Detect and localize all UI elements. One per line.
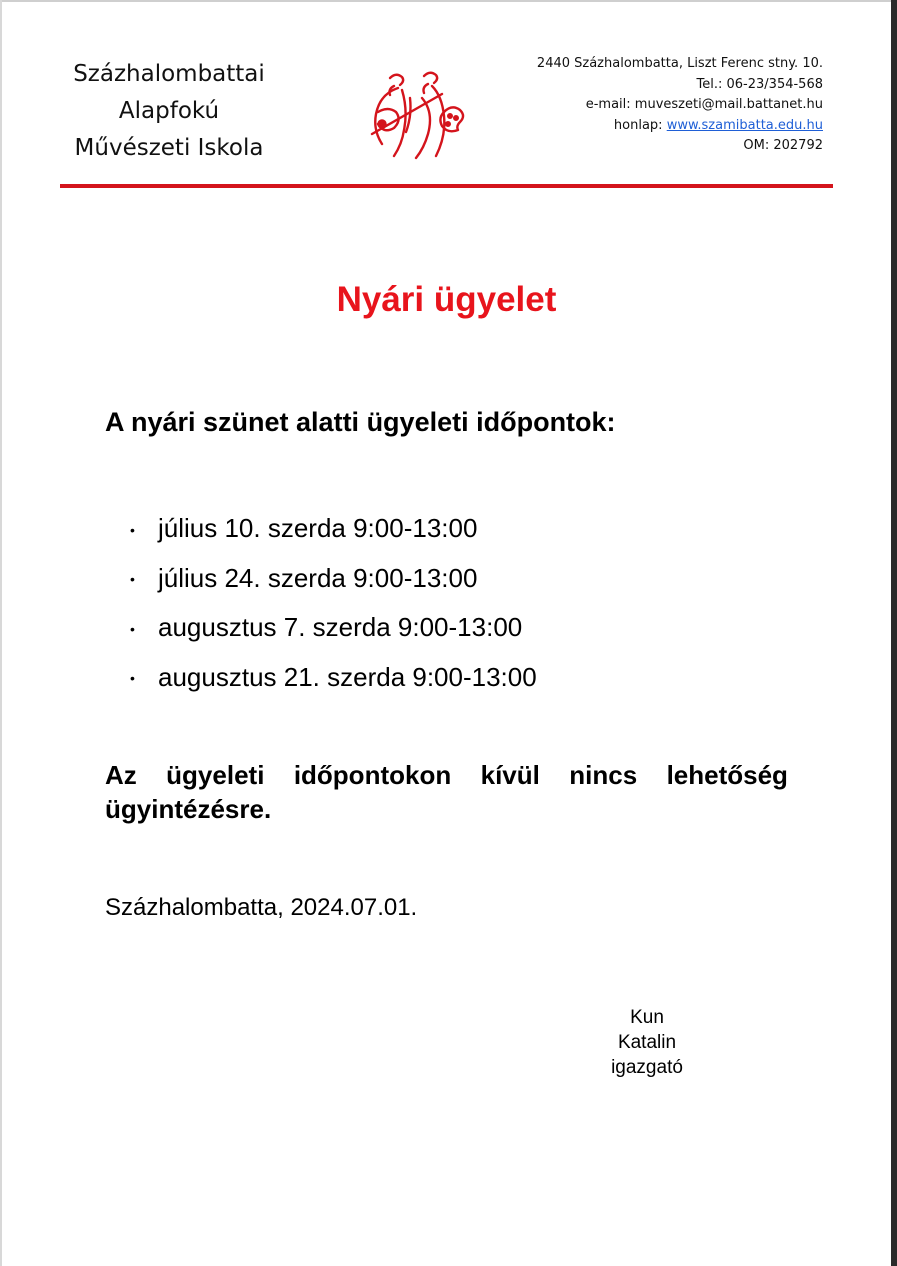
school-name-line-2: Alapfokú (118, 98, 220, 124)
email: e-mail: muveszeti@mail.battanet.hu (585, 97, 823, 112)
notice-line-2: ügyintézésre. (105, 794, 272, 824)
school-name-line-3: Művészeti Iskola (74, 135, 264, 161)
notice-word: ügyeleti (166, 760, 265, 790)
duty-date: július 24. szerda 9:00-13:00 (158, 562, 478, 593)
notice-line-1 (105, 758, 788, 792)
bullet-icon: • (130, 521, 135, 538)
school-name (62, 56, 276, 167)
duty-date: augusztus 7. szerda 9:00-13:00 (158, 612, 523, 642)
bullet-icon: • (130, 670, 135, 687)
duty-date: július 10. szerda 9:00-13:00 (158, 513, 478, 543)
schedule-heading: A nyári szünet alatti ügyeleti időpontok: (105, 407, 616, 437)
musician-painter-logo-icon (358, 68, 468, 164)
signer-title: igazgató (611, 1057, 683, 1078)
duty-dates-list (130, 508, 537, 706)
list-item (130, 657, 537, 707)
list-item (130, 558, 537, 608)
list-item (130, 607, 537, 657)
website (493, 116, 823, 137)
document-title: Nyári ügyelet (336, 280, 557, 319)
phone: Tel.: 06-23/354-568 (696, 76, 823, 92)
page-edge-top (0, 0, 897, 2)
website-link[interactable]: www.szamibatta.edu.hu (666, 117, 823, 133)
signature-block (600, 1005, 694, 1080)
page-edge-left (0, 0, 2, 1266)
bullet-icon: • (130, 571, 135, 588)
notice-word: időpontokon (293, 760, 452, 790)
page-edge-right (891, 0, 897, 1266)
signer-name: Kun Katalin (617, 1007, 677, 1053)
notice-word: nincs (569, 760, 638, 790)
place-and-date: Százhalombatta, 2024.07.01. (105, 894, 418, 921)
notice-word: lehetőség (666, 760, 788, 790)
school-name-line-1: Százhalombattai (73, 61, 265, 87)
bullet-icon: • (130, 620, 135, 637)
om-number: OM: 202792 (743, 138, 823, 153)
contact-info (493, 54, 823, 157)
notice-word: Az (105, 760, 137, 790)
notice-paragraph (105, 758, 788, 826)
address: 2440 Százhalombatta, Liszt Ferenc stny. 10. (536, 56, 823, 71)
duty-date: augusztus 21. szerda 9:00-13:00 (158, 661, 537, 692)
website-label: honlap: (613, 117, 667, 133)
notice-word: kívül (480, 760, 540, 790)
list-item (130, 508, 537, 558)
header-divider (60, 184, 833, 188)
